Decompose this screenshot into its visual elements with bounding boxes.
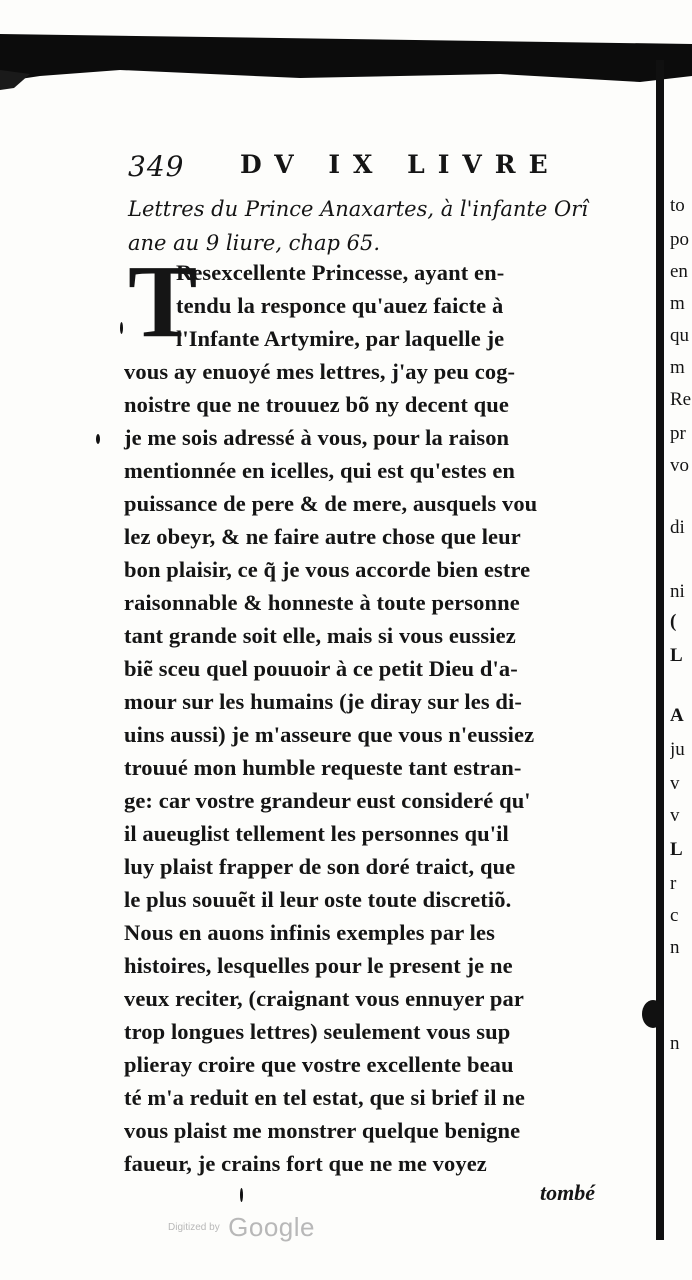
facing-line: ni: [670, 581, 685, 602]
facing-line: L: [670, 839, 683, 860]
body-line: l'Infante Artymire, par laquelle je: [176, 326, 505, 351]
body-line: faueur, je crains fort que ne me voyez: [124, 1151, 487, 1176]
ink-blot: [642, 1000, 664, 1028]
facing-line: to: [670, 195, 685, 216]
facing-line: L: [670, 645, 683, 666]
body-line: ge: car vostre grandeur eust consideré qu': [124, 788, 531, 813]
ink-speck: [120, 322, 123, 334]
body-line: mentionnée en icelles, qui est qu'estes en: [124, 458, 516, 483]
body-line: té m'a reduit en tel estat, que si brief il ne: [124, 1085, 525, 1110]
body-line: tant grande soit elle, mais si vous eussiez: [124, 623, 516, 648]
body-line: biẽ sceu quel pouuoir à ce petit Dieu d'a-: [124, 656, 518, 681]
facing-line: di: [670, 517, 685, 538]
body-line: Resexcellente Princesse, ayant en-: [176, 260, 505, 285]
body-line: mour sur les humains (je diray sur les di-: [124, 689, 522, 714]
body-line: histoires, lesquelles pour le present je ne: [124, 953, 513, 978]
body-line: veux reciter, (craignant vous ennuyer par: [124, 986, 524, 1011]
running-head: [128, 150, 608, 190]
body-line: raisonnable & honneste à toute personne: [124, 590, 520, 615]
facing-line: r: [670, 873, 677, 894]
heading-line: Lettres du Prince Anaxartes, à l'infante Orî: [128, 197, 588, 221]
facing-line: (: [670, 611, 677, 632]
body-line: lez obeyr, & ne faire autre chose que leur: [124, 524, 521, 549]
body-line: vous ay enuoyé mes lettres, j'ay peu cog-: [124, 359, 516, 384]
ink-speck: [96, 434, 100, 444]
google-wordmark: Google: [228, 1212, 315, 1242]
body-line: tendu la responce qu'auez faicte à: [176, 293, 504, 318]
digitized-by-label: Digitized by: [168, 1222, 220, 1233]
body-line: noistre que ne trouuez bõ ny decent que: [124, 392, 509, 417]
page-number: 349: [128, 150, 185, 183]
facing-line: vo: [670, 455, 689, 476]
body-line: puissance de pere & de mere, ausquels vou: [124, 491, 538, 516]
body-line: uins aussi) je m'asseure que vous n'eussiez: [124, 722, 535, 747]
drop-cap: T: [128, 244, 198, 359]
body-line: trop longues lettres) seulement vous sup: [124, 1019, 511, 1044]
facing-line: Re: [670, 389, 692, 410]
body-line: vous plaist me monstrer quelque benigne: [124, 1118, 521, 1143]
body-line: trouué mon humble requeste tant estran-: [124, 755, 522, 780]
body-line: Nous en auons infinis exemples par les: [124, 920, 495, 945]
digitized-watermark: [168, 1212, 315, 1243]
facing-line: ju: [670, 739, 685, 760]
facing-line: m: [670, 293, 685, 314]
ink-speck: [240, 1188, 243, 1202]
body-line: bon plaisir, ce q̃ je vous accorde bien estre: [124, 557, 531, 582]
letter-heading: [128, 192, 608, 260]
running-title: DV IX LIVRE: [240, 150, 561, 179]
facing-line: pr: [670, 423, 686, 444]
catchword: tombé: [540, 1180, 595, 1205]
facing-line: n: [670, 937, 680, 958]
facing-line: v: [670, 773, 680, 794]
facing-line: A: [670, 705, 684, 726]
facing-line: n: [670, 1033, 680, 1054]
facing-line: v: [670, 805, 680, 826]
facing-line: po: [670, 229, 689, 250]
body-line: le plus souuẽt il leur oste toute discretiõ.: [124, 887, 512, 912]
body-line: plieray croire que vostre excellente beau: [124, 1052, 514, 1077]
facing-line: m: [670, 357, 685, 378]
heading-line: ane au 9 liure, chap 65.: [128, 231, 380, 255]
scan-shadow-band: [0, 30, 692, 90]
facing-line: qu: [670, 325, 689, 346]
facing-line: c: [670, 905, 679, 926]
facing-line: en: [670, 261, 688, 282]
body-line: luy plaist frapper de son doré traict, que: [124, 854, 516, 879]
body-line: il aueuglist tellement les personnes qu'il: [124, 821, 509, 846]
page-gutter-edge: [656, 60, 664, 1240]
body-line: je me sois adressé à vous, pour la raison: [124, 425, 510, 450]
